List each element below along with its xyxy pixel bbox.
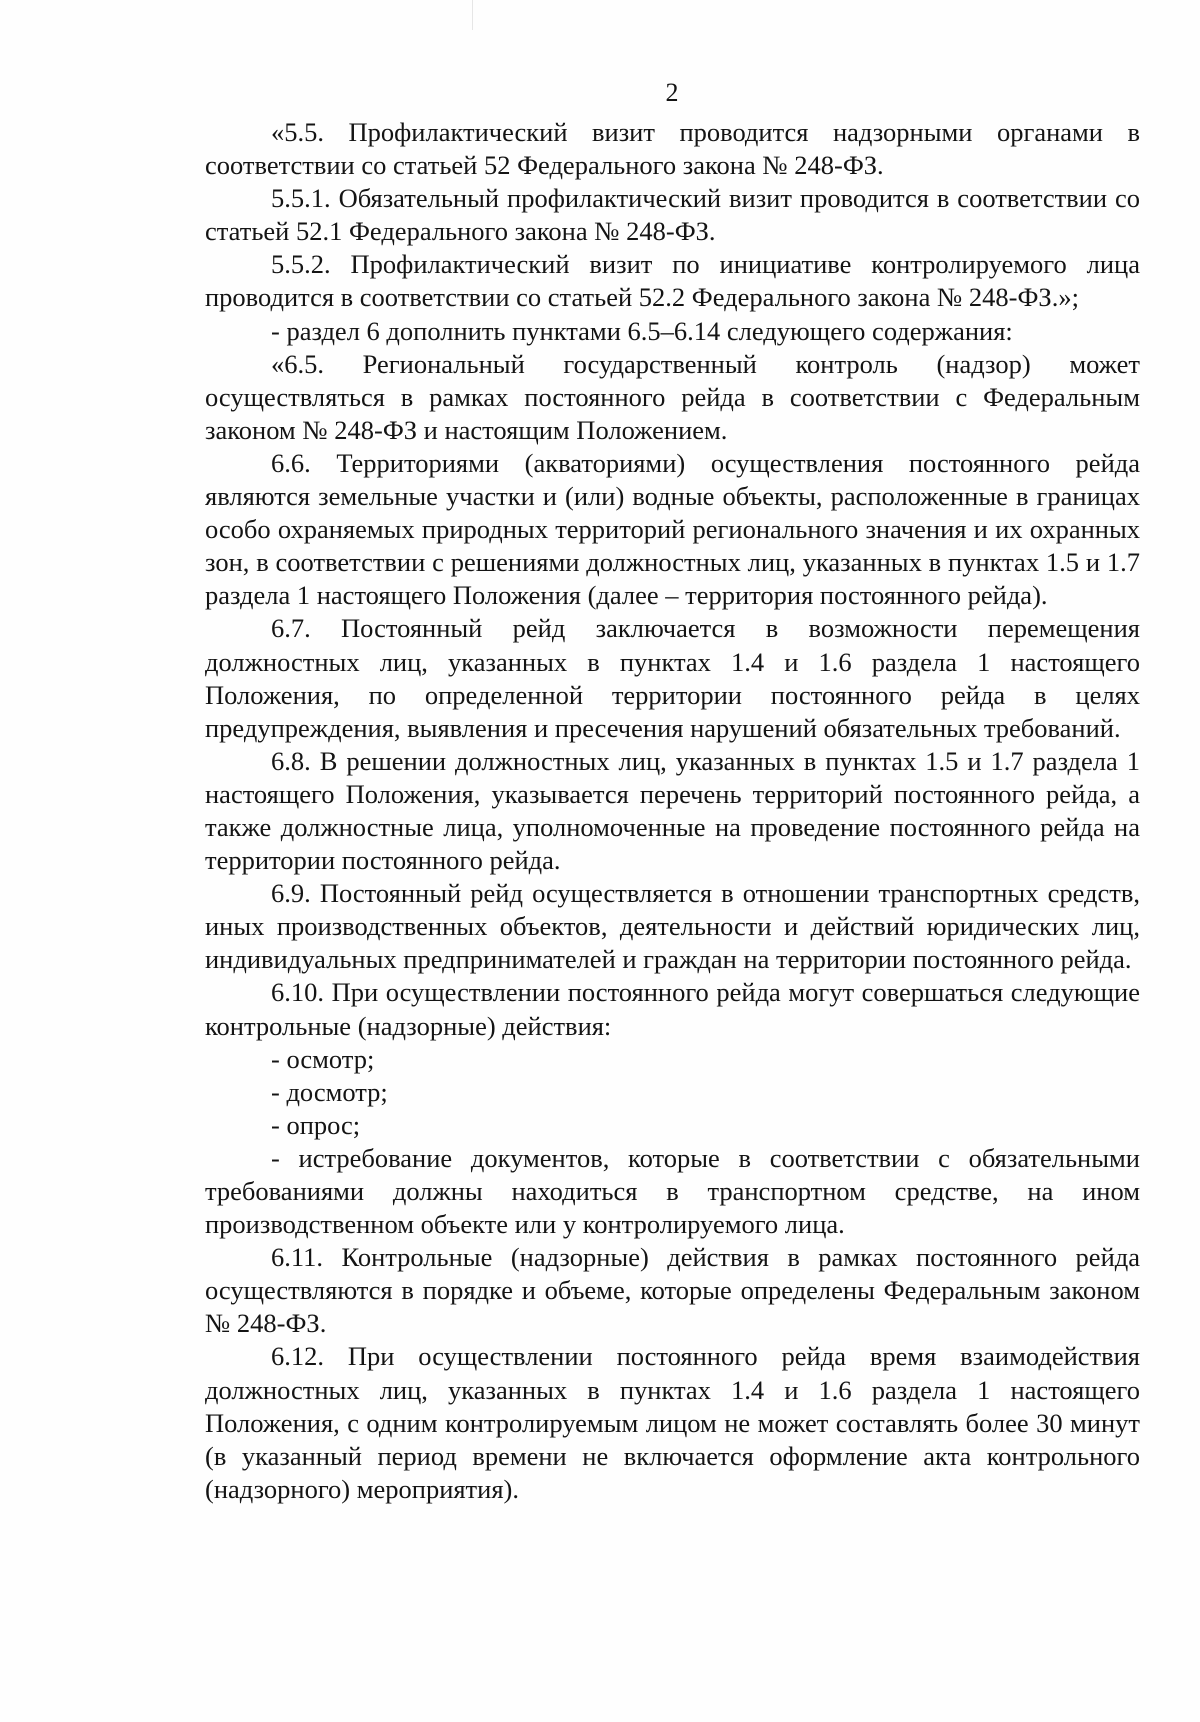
list-item-document-request: - истребование документов, которые в соответствии с обязательными требованиями должны находиться в транспортном средстве, на ином производственном объекте или у контролируемого лица. — [205, 1142, 1140, 1240]
paragraph-6-5: «6.5. Региональный государственный контроль (надзор) может осуществляться в рамках постоянного рейда в соответствии с Федеральным законом № 248-ФЗ и настоящим Положением. — [205, 348, 1140, 445]
paragraph-6-11: 6.11. Контрольные (надзорные) действия в рамках постоянного рейда осуществляются в порядке и объеме, которые определены Федеральным законом № 248-ФЗ. — [205, 1242, 1140, 1339]
paragraph-5-5-2: 5.5.2. Профилактический визит по инициативе контролируемого лица проводится в соответствии со статьей 52.2 Федерального закона № 248-ФЗ.»; — [205, 249, 1140, 313]
paragraph-6-12: 6.12. При осуществлении постоянного рейда время взаимодействия должностных лиц, указанных в пунктах 1.4 и 1.6 раздела 1 настоящего Положения, с одним контролируемым лицом не может составлять более 30 минут (в указанный период времени не включается оформление акта контрольного (надзорного) мероприятия). — [205, 1341, 1140, 1504]
page-number: 2 — [665, 78, 679, 107]
paragraph-6-7: 6.7. Постоянный рейд заключается в возможности перемещения должностных лиц, указанных в пунктах 1.4 и 1.6 раздела 1 настоящего Положения, по определенной территории постоянного рейда в целях предупреждения, выявления и пресечения нарушений обязательных требований. — [205, 613, 1140, 743]
document-body — [205, 116, 1140, 1506]
paragraph-6-10: 6.10. При осуществлении постоянного рейда могут совершаться следующие контрольные (надзорные) действия: — [205, 977, 1140, 1041]
paragraph-section-6-amendment: - раздел 6 дополнить пунктами 6.5–6.14 следующего содержания: — [271, 315, 1013, 346]
paragraph-6-8: 6.8. В решении должностных лиц, указанных в пунктах 1.5 и 1.7 раздела 1 настоящего Положения, указывается перечень территорий постоянного рейда, а также должностные лица, уполномоченные на проведение постоянного рейда на территории постоянного рейда. — [205, 745, 1140, 876]
list-item-inspection: - осмотр; — [271, 1043, 375, 1074]
list-item-examination: - досмотр; — [271, 1076, 388, 1107]
paragraph-6-9: 6.9. Постоянный рейд осуществляется в отношении транспортных средств, иных производственных объектов, деятельности и действий юридических лиц, индивидуальных предпринимателей и граждан на территории постоянного рейда. — [205, 878, 1140, 975]
paragraph-6-6: 6.6. Территориями (акваториями) осуществления постоянного рейда являются земельные участки и (или) водные объекты, расположенные в границах особо охраняемых природных территорий регионального значения и их охранных зон, в соответствии с решениями должностных лиц, указанных в пунктах 1.5 и 1.7 раздела 1 настоящего Положения (далее – территория постоянного рейда). — [205, 447, 1140, 611]
scan-artifact-line — [472, 0, 473, 30]
list-item-questioning: - опрос; — [271, 1109, 361, 1140]
paragraph-5-5: «5.5. Профилактический визит проводится надзорными органами в соответствии со статьей 52 Федерального закона № 248-ФЗ. — [205, 117, 1140, 181]
paragraph-5-5-1: 5.5.1. Обязательный профилактический визит проводится в соответствии со статьей 52.1 Федерального закона № 248-ФЗ. — [205, 183, 1140, 247]
